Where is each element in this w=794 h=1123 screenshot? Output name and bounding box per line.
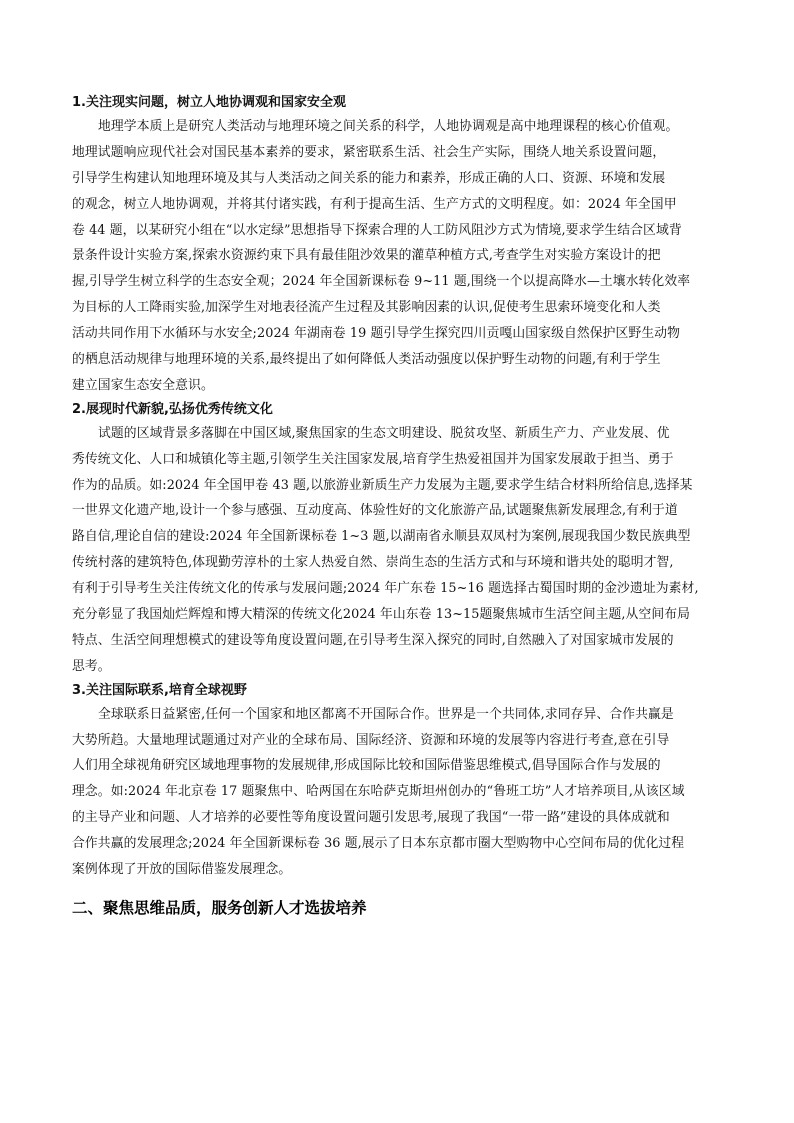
text-line: 一世界文化遗产地,设计一个参与感强、互动度高、体验性好的文化旅游产品,试题聚焦新发展理念,有利于道 [72, 503, 678, 519]
text-line: 案例体现了开放的国际借鉴发展理念。 [72, 862, 292, 878]
text-line: 的主导产业和问题、人才培养的必要性等角度设置问题引发思考,展现了我国“一带一路”建设的具体成就和 [72, 810, 670, 826]
text-line: 的栖息活动规律与地理环境的关系,最终提出了如何降低人类活动强度以保护野生动物的问题,有利于学生 [72, 352, 661, 368]
text-line: 试题的区域背景多落脚在中国区域,聚焦国家的生态文明建设、脱贫攻坚、新质生产力、产业发展、优 [98, 425, 670, 441]
text-line: 建立国家生态安全意识。 [72, 377, 214, 393]
section-body [72, 421, 734, 680]
text-line: 路自信,理论自信的建设:2024 年全国新课标卷 1~3 题,以湖南省永顺县双凤村为案例,展现我国少数民族典型 [72, 529, 691, 545]
text-line: 特点、生活空间理想模式的建设等角度设置问题,在引导考生深入探究的同时,自然融入了对国家城市发展的 [72, 632, 674, 648]
text-line: 引导学生构建认知地理环境及其与人类活动之间关系的能力和素养，形成正确的人口、资源、环境和发展 [72, 170, 666, 186]
text-line: 理念。如:2024 年北京卷 17 题聚焦中、哈两国在东哈萨克斯坦州创办的“鲁班工坊”人才培养项目,从该区域 [72, 784, 685, 800]
text-line: 思考。 [72, 658, 111, 674]
section-3 [72, 680, 734, 883]
text-line: 合作共赢的发展理念;2024 年全国新课标卷 36 题,展示了日本东京都市圈大型购物中心空间布局的优化过程 [72, 836, 685, 852]
text-line: 作为的品质。如:2024 年全国甲卷 43 题,以旅游业新质生产力发展为主题,要求学生结合材料所给信息,选择某 [72, 477, 693, 493]
document-page [72, 92, 734, 921]
text-line: 有利于引导考生关注传统文化的传承与发展问题;2024 年广东卷 15~16 题选择古蜀国时期的金沙遗址为素材, [72, 581, 699, 597]
text-line: 握,引导学生树立科学的生态安全观；2024 年全国新课标卷 9~11 题,围绕一个以提高降水—土壤水转化效率 [72, 274, 691, 290]
section-heading: 3.关注国际联系,培育全球视野 [72, 682, 247, 698]
section-body [72, 702, 734, 883]
text-line: 为目标的人工降雨实验,加深学生对地表径流产生过程及其影响因素的认识,促使考生思索环境变化和人类 [72, 300, 661, 316]
text-line: 景条件设计实验方案,探索水资源约束下具有最佳阻沙效果的灌草种植方式,考查学生对实验方案设计的把 [72, 248, 661, 264]
section-body [72, 114, 734, 399]
section-heading: 1.关注现实问题，树立人地协调观和国家安全观 [72, 95, 346, 110]
text-line: 充分彰显了我国灿烂辉煌和博大精深的传统文化2024 年山东卷 13~15题聚焦城市生活空间主题,从空间布局 [72, 607, 691, 623]
text-line: 卷 44 题，以某研究小组在“以水定绿”思想指导下探索合理的人工防风阻沙方式为情境,要求学生结合区域背 [72, 222, 682, 238]
section-2 [72, 399, 734, 680]
text-line: 活动共同作用下水循环与水安全;2024 年湖南卷 19 题引导学生探究四川贡嘎山国家级自然保护区野生动物 [72, 326, 681, 342]
text-line: 秀传统文化、人口和城镇化等主题,引领学生关注国家发展,培育学生热爱祖国并为国家发展敢于担当、勇于 [72, 451, 674, 467]
part-two-title: 二、聚焦思维品质，服务创新人才选拔培养 [72, 898, 367, 917]
text-line: 传统村落的建筑特色,体现勤劳淳朴的土家人热爱自然、崇尚生态的生活方式和与环境和谐共处的聪明才智, [72, 555, 674, 571]
section-1 [72, 92, 734, 399]
text-line: 的观念，树立人地协调观，并将其付诸实践，有利于提高生活、生产方式的文明程度。如：2024 年全国甲 [72, 196, 677, 212]
text-line: 人们用全球视角研究区域地理事物的发展规律,形成国际比较和国际借鉴思维模式,倡导国际合作与发展的 [72, 758, 661, 774]
text-line: 地理学本质上是研究人类活动与地理环境之间关系的科学，人地协调观是高中地理课程的核心价值观。 [98, 119, 679, 134]
section-heading: 2.展现时代新貌,弘扬优秀传统文化 [72, 401, 273, 417]
text-line: 地理试题响应现代社会对国民基本素养的要求，紧密联系生活、社会生产实际，围绕人地关系设置问题， [72, 144, 666, 160]
text-line: 全球联系日益紧密,任何一个国家和地区都离不开国际合作。世界是一个共同体,求同存异、合作共赢是 [98, 706, 674, 722]
text-line: 大势所趋。大量地理试题通过对产业的全球布局、国际经济、资源和环境的发展等内容进行考查,意在引导 [72, 732, 670, 748]
